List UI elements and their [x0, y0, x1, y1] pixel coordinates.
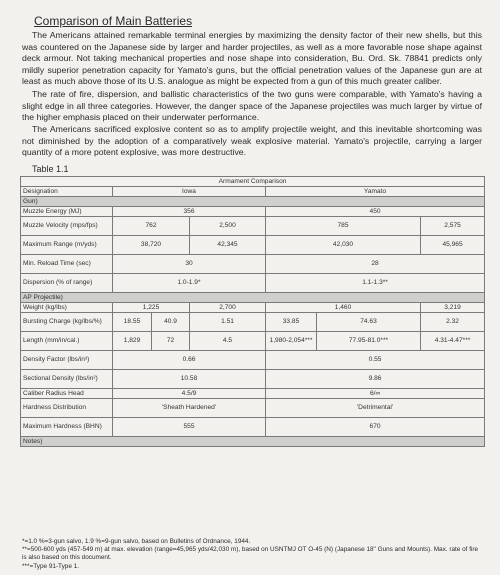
row-label: Dispersion (% of range): [21, 274, 113, 293]
iowa-value: 18.55: [113, 313, 152, 332]
iowa-value: 'Sheath Hardened': [113, 399, 266, 418]
note-1: *=1.0 %=3-gun salvo, 1.9 %=9-gun salvo, based on Bulletins of Ordnance, 1944.: [22, 538, 251, 545]
table-notes: [22, 538, 482, 571]
row-label: Hardness Distribution: [21, 399, 113, 418]
designation-label: Designation: [21, 187, 113, 197]
row-label: Min. Reload Time (sec): [21, 255, 113, 274]
table-row: [21, 399, 485, 418]
iowa-value: 40.9: [152, 313, 190, 332]
iowa-value: 4.5: [190, 332, 266, 351]
table-section-row: [21, 197, 485, 207]
yamato-value: 450: [266, 207, 485, 217]
yamato-value: 45,965: [421, 236, 485, 255]
iowa-value: 1.51: [190, 313, 266, 332]
yamato-value: 670: [266, 418, 485, 437]
yamato-value: 1,980-2,054***: [266, 332, 317, 351]
table-section-row: [21, 437, 485, 447]
yamato-value: 1.1-1.3**: [266, 274, 485, 293]
table-row: [21, 351, 485, 370]
yamato-value: 785: [266, 217, 421, 236]
yamato-value: 28: [266, 255, 485, 274]
yamato-value: 6/∞: [266, 389, 485, 399]
row-label: Maximum Hardness (BHN): [21, 418, 113, 437]
iowa-value: 72: [152, 332, 190, 351]
section-notes: Notes): [21, 437, 485, 447]
section-ap-projectile: AP Projectile): [21, 293, 485, 303]
table-row: [21, 187, 485, 197]
yamato-value: 0.55: [266, 351, 485, 370]
iowa-value: 1,225: [113, 303, 190, 313]
paragraph-1: The Americans attained remarkable terminal energies by maximizing the density factor of their new shells, but this was countered on the Japanese side by larger and harder projectiles, as well as a more favorable nose shape against deck armour. Not taking mechanical properties and nose shape into consideration, Bu. Ord. Sk. 78841 predicts only mildly superior penetration capacity for Yamato's guns, but the official penetration values of the Japanese gun are at least as much above those of its U.S. analogue as might be expected from a gun of this much greater caliber.: [22, 30, 482, 87]
yamato-value: 77.95-81.0***: [317, 332, 421, 351]
row-label: Caliber Radius Head: [21, 389, 113, 399]
row-label: Sectional Density (lbs/in²): [21, 370, 113, 389]
yamato-value: 4.31-4.47***: [421, 332, 485, 351]
yamato-value: 9.86: [266, 370, 485, 389]
iowa-value: 30: [113, 255, 266, 274]
iowa-value: 356: [113, 207, 266, 217]
paragraph-2: The rate of fire, dispersion, and ballistic characteristics of the two guns were comparable, with Yamato's having a slight edge in all three categories. However, the danger space of the Japanese projectiles was much larger by virtue of the higher emphasis placed on their underwater performance.: [22, 89, 482, 123]
ship-a-name: Iowa: [113, 187, 266, 197]
row-label: Length (mm/in/cal.): [21, 332, 113, 351]
iowa-value: 1,829: [113, 332, 152, 351]
yamato-value: 3,219: [421, 303, 485, 313]
iowa-value: 10.58: [113, 370, 266, 389]
table-row: [21, 217, 485, 236]
row-label: Maximum Range (m/yds): [21, 236, 113, 255]
yamato-value: 74.63: [317, 313, 421, 332]
iowa-value: 2,700: [190, 303, 266, 313]
table-row: [21, 255, 485, 274]
table-row: [21, 418, 485, 437]
iowa-value: 42,345: [190, 236, 266, 255]
section-title: Comparison of Main Batteries: [34, 14, 193, 28]
armament-comparison-table: [20, 176, 485, 447]
yamato-value: 'Detrimental': [266, 399, 485, 418]
yamato-value: 42,030: [266, 236, 421, 255]
iowa-value: 1.0-1.9*: [113, 274, 266, 293]
row-label: Muzzle Energy (MJ): [21, 207, 113, 217]
iowa-value: 0.66: [113, 351, 266, 370]
table-row: [21, 207, 485, 217]
table-row: [21, 236, 485, 255]
row-label: Bursting Charge (kg/lbs/%): [21, 313, 113, 332]
table-row: [21, 177, 485, 187]
ship-b-name: Yamato: [266, 187, 485, 197]
note-2: **=500-600 yds (457-549 m) at max. elevation (range=45,965 yds/42,030 m), based on USNTMJ OT O-45 (N) (Japanese 18" Guns and Mounts). Max. rate of fire is also based on this document.: [22, 546, 479, 562]
iowa-value: 555: [113, 418, 266, 437]
table-row: [21, 303, 485, 313]
table-row: [21, 274, 485, 293]
table-row: [21, 332, 485, 351]
iowa-value: 762: [113, 217, 190, 236]
yamato-value: 2.32: [421, 313, 485, 332]
table-row: [21, 313, 485, 332]
iowa-value: 4.5/9: [113, 389, 266, 399]
yamato-value: 2,575: [421, 217, 485, 236]
iowa-value: 38,720: [113, 236, 190, 255]
section-gun: Gun): [21, 197, 485, 207]
table-row: [21, 370, 485, 389]
paragraph-3: The Americans sacrificed explosive content so as to amplify projectile weight, and this inevitable shortcoming was not diminished by the adoption of a comparatively weak explosive material. Yamato's projectile, carrying a larger quantity of a more potent explosive, was more destructive.: [22, 124, 482, 158]
table-row: [21, 389, 485, 399]
table-caption-cell: Armament Comparison: [21, 177, 485, 187]
yamato-value: 33.85: [266, 313, 317, 332]
row-label: Density Factor (lbs/in³): [21, 351, 113, 370]
note-3: ***=Type 91-Type 1.: [22, 562, 80, 570]
row-label: Weight (kg/lbs): [21, 303, 113, 313]
table-caption: Table 1.1: [32, 164, 69, 174]
iowa-value: 2,500: [190, 217, 266, 236]
yamato-value: 1,460: [266, 303, 421, 313]
table-section-row: [21, 293, 485, 303]
row-label: Muzzle Velocity (mps/fps): [21, 217, 113, 236]
